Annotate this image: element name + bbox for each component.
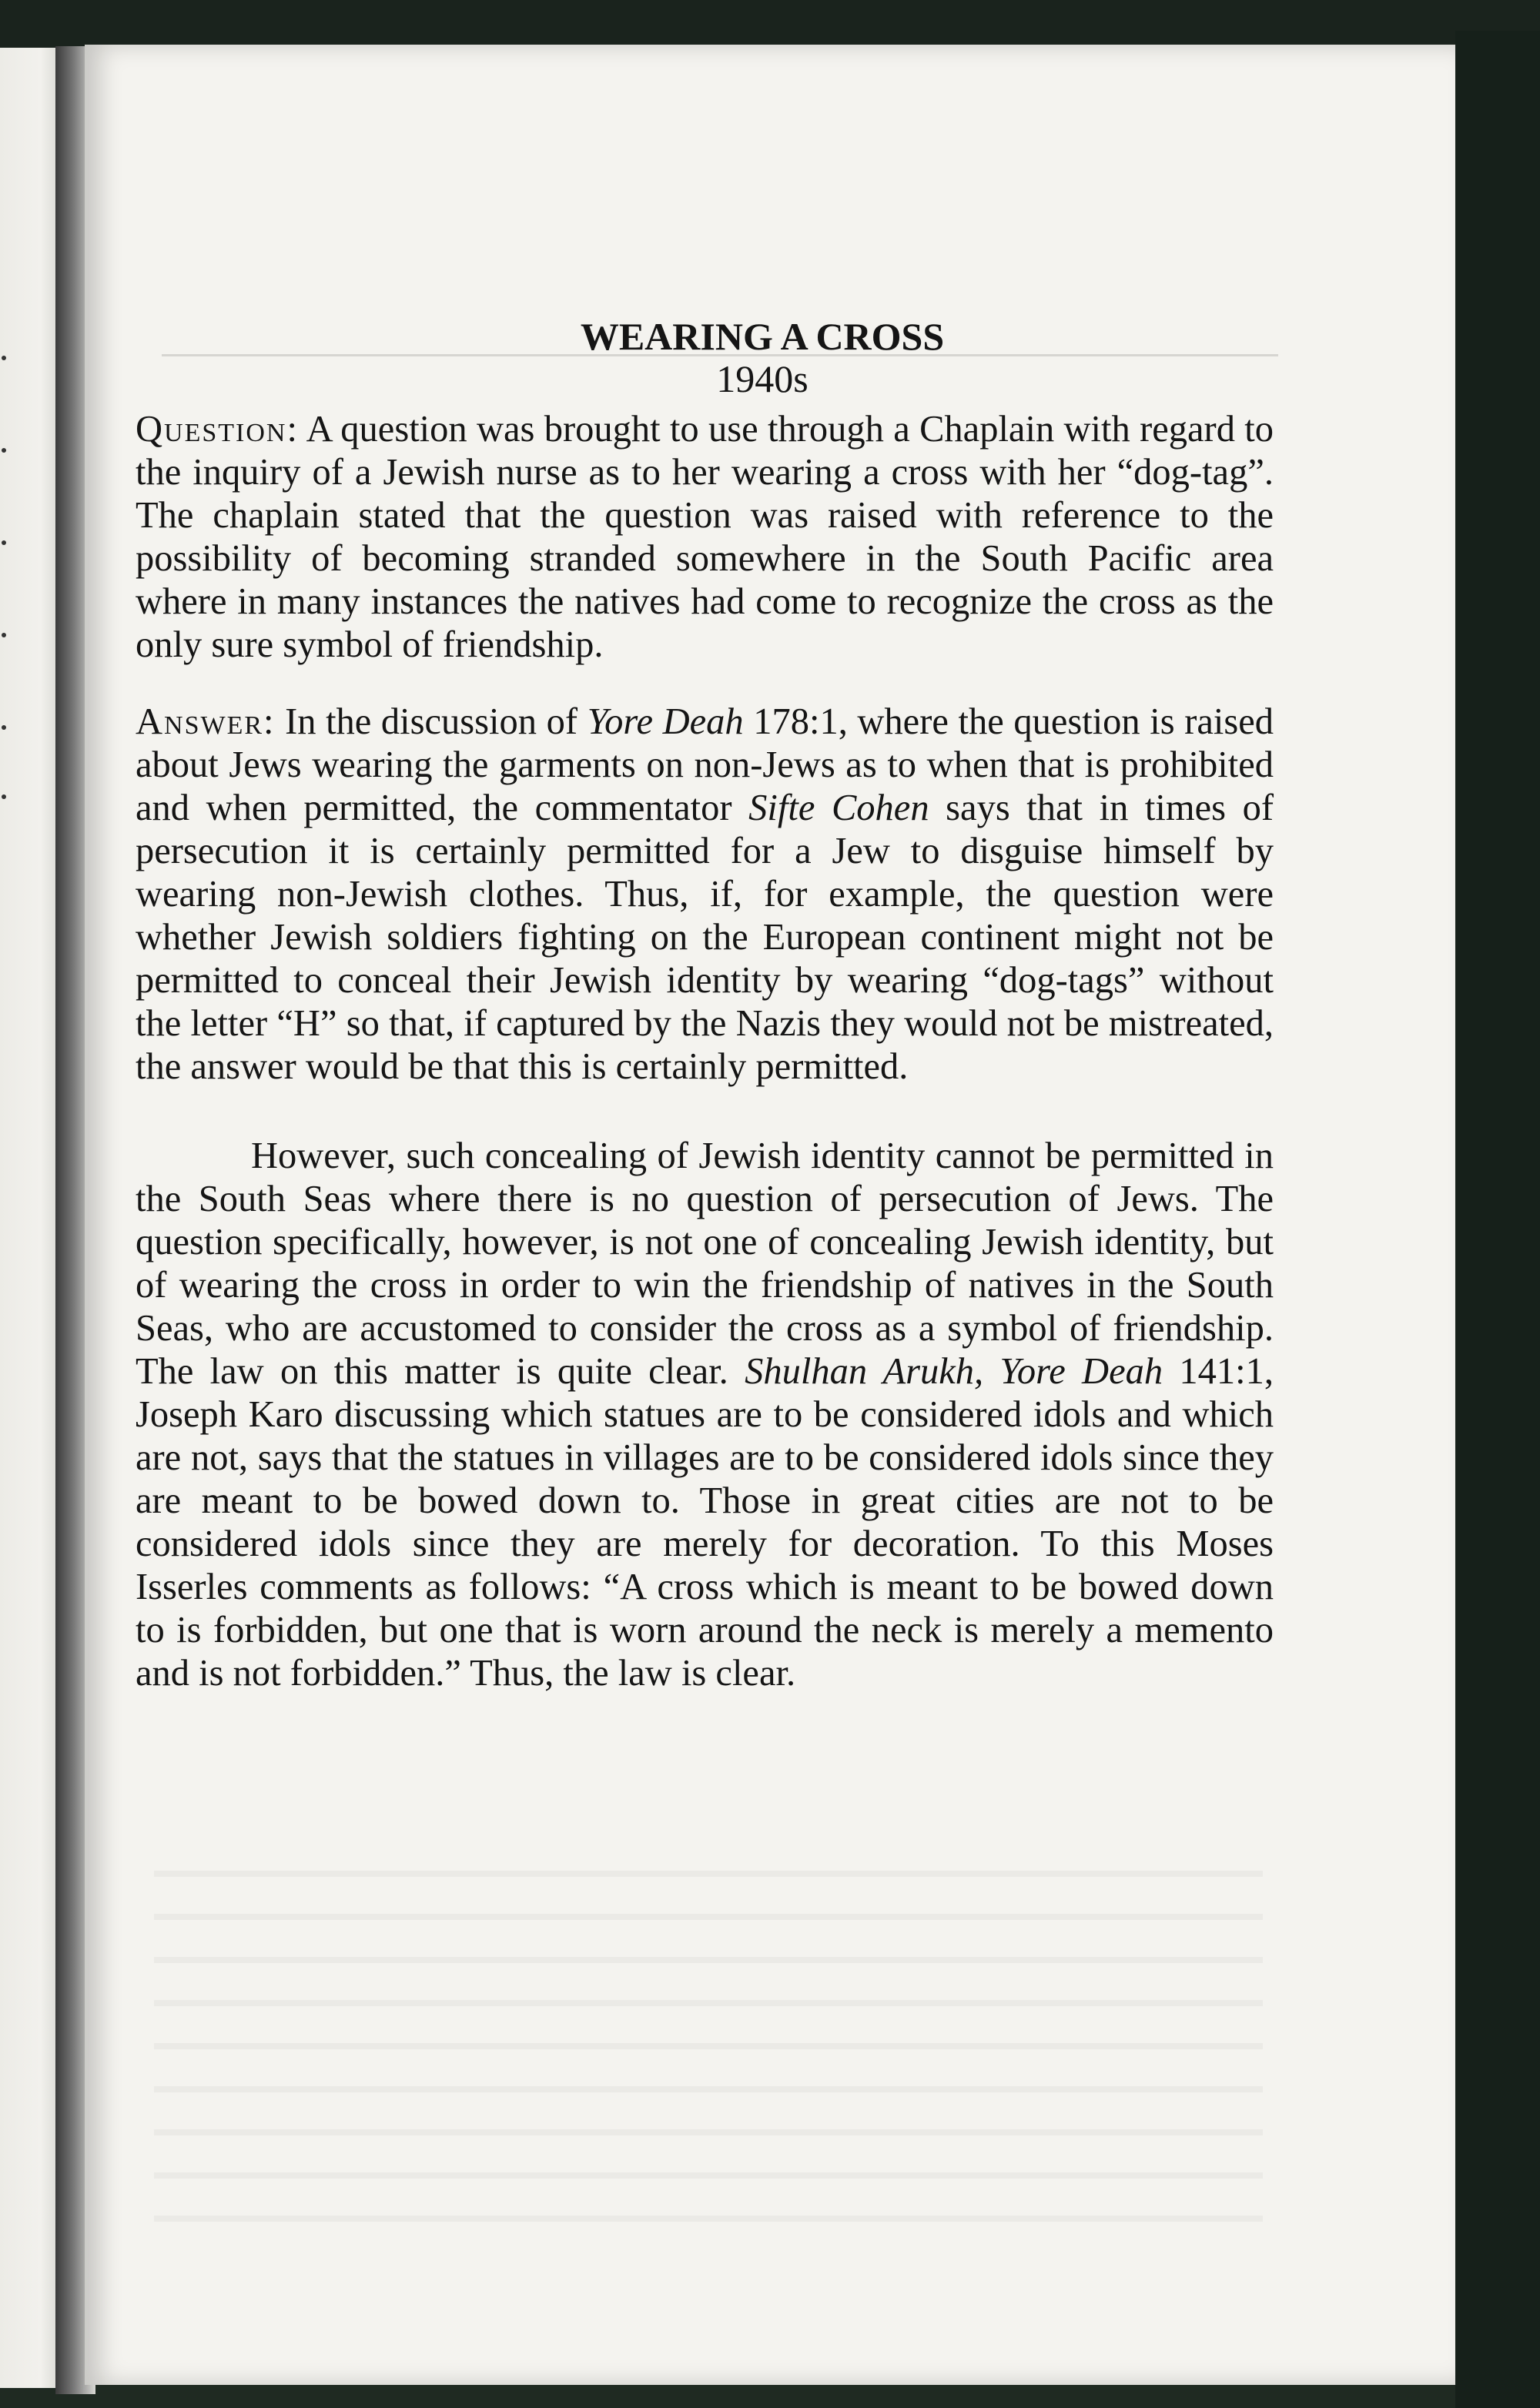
facing-page-mark	[2, 540, 6, 545]
answer-paragraph-2	[136, 1135, 1274, 1695]
scan-background-right	[1455, 31, 1540, 2408]
citation-yore-deah: Yore Deah	[587, 701, 744, 742]
page-title: WEARING A CROSS	[580, 315, 945, 358]
facing-page-mark	[2, 356, 6, 360]
facing-page-mark	[2, 448, 6, 453]
answer-text: In the discussion of	[285, 701, 578, 742]
page-date: 1940s	[716, 357, 808, 400]
paragraph-gap	[136, 1089, 1274, 1135]
facing-page-mark	[2, 725, 6, 730]
answer-text: says that in times of persecution it is certainly permitted for a Jew to disguise himself by wearing non-Jewish clothes. Thus, if, for example, the question were whether Jewish soldiers fighting on the European continent might not be permitted to conceal their Jewish identity by wearing “dog-tags” without the letter “H” so that, if captured by the Nazis they would not be mistreated, the answer would be that this is certainly permitted.	[136, 788, 1274, 1087]
answer-text: However, such concealing of Jewish identity cannot be permitted in the South Seas where there is no question of persecution of Jews. The question specifically, however, is not one of concealing Jewish identity, but of wearing the cross in order to win the friendship of natives in the South Seas, who are accustomed to consider the cross as a symbol of friendship. The law on this matter is quite clear.	[136, 1135, 1274, 1392]
answer-label: Answer:	[136, 701, 276, 742]
answer-text: 178:1, where the question is raised about Jews wearing the garments on non-Jews as to when that is prohibited and when permitted, the commentator	[136, 701, 1274, 828]
question-text: A question was brought to use through a Chaplain with regard to the inquiry of a Jewish nurse as to her wearing a cross with her “dog-tag”. The chaplain stated that the question was raised with reference to the possibility of becoming stranded somewhere in the South Pacific area where in many instances the natives had come to recognize the cross as the only sure symbol of friendship.	[136, 409, 1274, 665]
citation-shulhan-arukh: Shulhan Arukh, Yore Deah	[745, 1351, 1163, 1392]
answer-text: 141:1, Joseph Karo discussing which statues are to be considered idols and which are not, says that the statues in villages are to be considered idols since they are meant to be bowed down to. Those in great cities are not to be considered idols since they are merely for decoration. To this Moses Isserles comments as follows: “A cross which is meant to be bowed down to is forbidden, but one that is worn around the neck is merely a memento and is not forbidden.” Thus, the law is clear.	[136, 1351, 1274, 1694]
question-label: Question:	[136, 409, 299, 450]
citation-sifte-cohen: Sifte Cohen	[748, 788, 929, 828]
facing-page-mark	[2, 794, 6, 799]
paragraph-gap	[136, 667, 1274, 701]
facing-page-mark	[2, 633, 6, 637]
page-content	[136, 316, 1274, 1695]
answer-paragraph	[136, 701, 1274, 1089]
question-paragraph	[136, 408, 1274, 667]
